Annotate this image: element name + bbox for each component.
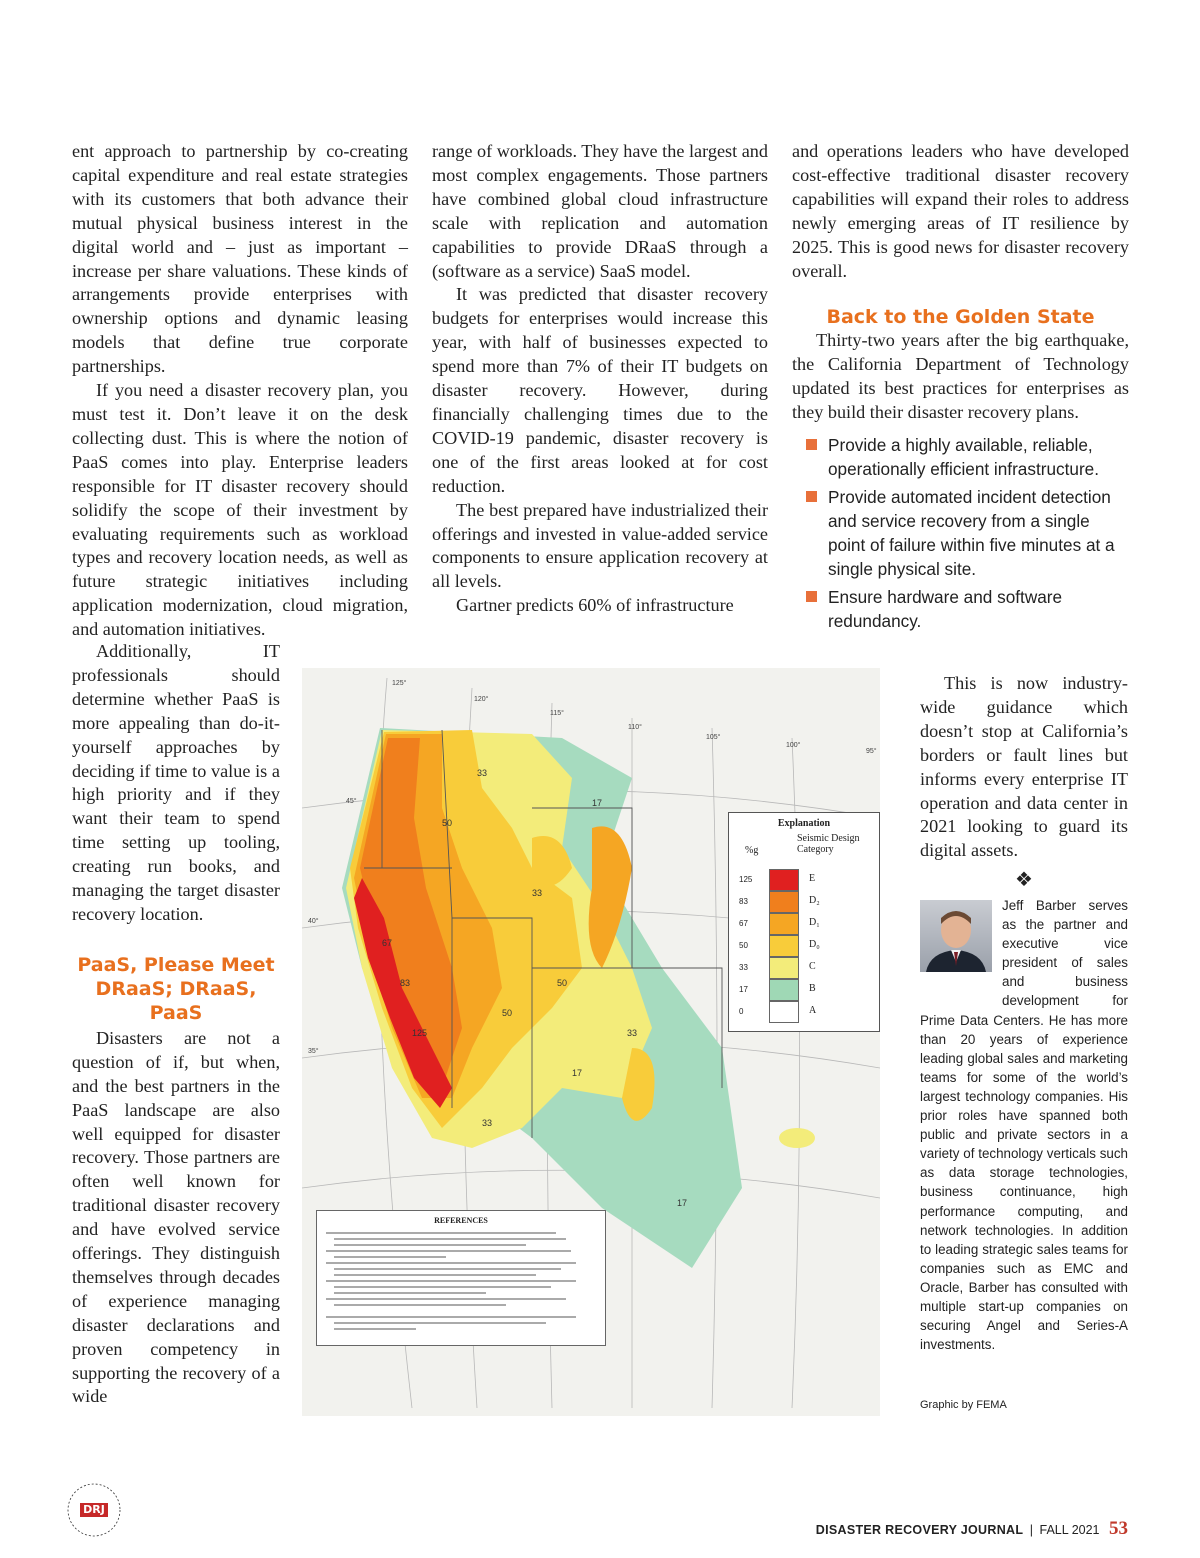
- contour-label: 50: [442, 818, 453, 828]
- legend-value: 0: [739, 1007, 744, 1016]
- legend-row: [729, 913, 879, 935]
- references-fine-print: [326, 1229, 596, 1339]
- bullet-square-icon: [806, 491, 817, 502]
- page-footer: [816, 1518, 1128, 1540]
- contour-label: 33: [477, 768, 488, 778]
- best-practices-list: [792, 433, 1129, 633]
- legend-percent-g: %g: [745, 845, 759, 856]
- longitude-label: 110°: [628, 724, 642, 731]
- col3-paragraph-2: Thirty-two years after the big earthquake, the California Department of Technology updated its best practices for enterprises as they build their disaster recovery plans.: [792, 330, 1129, 423]
- legend-row: [729, 935, 879, 957]
- legend-category: D₂: [809, 895, 820, 906]
- logo-text: DRJ: [83, 1503, 105, 1516]
- col2-paragraph-1: range of workloads. They have the largest and most complex engagements. Those partners have combined global cloud infrastructure scale with replication and automation capabilities to provide DRaaS through a (software as a service) SaaS model.: [432, 141, 768, 281]
- legend-swatch: [769, 891, 799, 913]
- footer-separator: |: [1029, 1523, 1034, 1537]
- col3-paragraph-3: This is now industry-wide guidance which doesn’t stop at California’s borders or fault lines but informs every enterprise IT operation and data center in 2021 looking to guard its digital assets.: [920, 673, 1128, 861]
- longitude-label: 100°: [786, 742, 801, 749]
- section-heading-paas: PaaS, Please Meet DRaaS; DRaaS, PaaS: [77, 953, 275, 1024]
- contour-label: 17: [572, 1068, 583, 1078]
- seismic-map: [302, 668, 880, 1416]
- contour-label: 125: [412, 1028, 428, 1038]
- latitude-label: 45°: [346, 798, 357, 805]
- legend-category: C: [809, 961, 816, 972]
- longitude-label: 115°: [550, 710, 564, 717]
- column-1: [72, 140, 408, 642]
- longitude-label: 95°: [866, 748, 877, 755]
- author-bio-text: Jeff Barber serves as the partner and executive vice president of sales and business development for Prime Data Centers. He has more than 20 years of experience leading global sales and marketing teams for some of the world’s largest technology companies. His prior roles have spanned both public and private sectors in a variety of technology verticals such as data storage technologies, business continuance, high performance computing, and network technologies. In addition to leading strategic sales teams for companies such as EMC and Oracle, Barber has consulted with multiple start-up companies on securing Angel and Series-A investments.: [920, 898, 1128, 1353]
- contour-label: 33: [482, 1118, 493, 1128]
- legend-row: [729, 891, 879, 913]
- col1-paragraph-3: Additionally, IT professionals should determine whether PaaS is more appealing than do-it-yourself approaches by deciding if time to value is a high priority and if they want their team to spend time setting up tooling, creating run books, and managing the target disaster recovery location.: [72, 641, 280, 924]
- latitude-label: 35°: [308, 1048, 319, 1055]
- author-bio: [920, 896, 1128, 1354]
- legend-category: D₀: [809, 939, 820, 950]
- legend-title: Explanation: [777, 818, 831, 829]
- legend-swatch: [769, 979, 799, 1001]
- col2-paragraph-3: The best prepared have industrialized their offerings and invested in value-added service components to ensure application recovery at all levels.: [432, 499, 768, 592]
- references-title: REFERENCES: [434, 1216, 488, 1225]
- section-heading-golden-state: Back to the Golden State: [826, 306, 1095, 329]
- references-box: [316, 1210, 606, 1346]
- contour-label: 83: [400, 978, 411, 988]
- contour-label: 50: [502, 1008, 513, 1018]
- legend-value: 125: [739, 875, 753, 884]
- section-divider: ❖: [1015, 869, 1033, 892]
- legend-value: 50: [739, 941, 748, 950]
- page-number: 53: [1109, 1518, 1128, 1539]
- list-item: Provide a highly available, reliable, operationally efficient infrastructure.: [792, 433, 1129, 481]
- legend-rows: [729, 869, 879, 1023]
- contour-label: 33: [532, 888, 543, 898]
- journal-name: DISASTER RECOVERY JOURNAL: [815, 1523, 1024, 1537]
- legend-row: [729, 1001, 879, 1023]
- contour-label: 17: [677, 1198, 688, 1208]
- col1-paragraph-1: ent approach to partnership by co-creating capital expenditure and real estate strategies with its customers that both advance their mutual physical business interest in the digital world and – just as important – increase per share valuations. These kinds of arrangements provide enterprises with ownership options and dynamic leasing models that define true corporate partnerships.: [72, 141, 408, 377]
- column-3: [792, 140, 1129, 637]
- legend-row: [729, 957, 879, 979]
- contour-label: 17: [592, 798, 603, 808]
- legend-category-heading: Seismic Design Category: [797, 833, 860, 855]
- legend-value: 33: [739, 963, 748, 972]
- legend-category: E: [809, 873, 816, 884]
- legend-swatch: [769, 913, 799, 935]
- map-legend: [728, 812, 880, 1032]
- issue-date: FALL 2021: [1039, 1523, 1100, 1537]
- legend-value: 17: [739, 985, 748, 994]
- legend-row: [729, 979, 879, 1001]
- col2-paragraph-2: It was predicted that disaster recovery budgets for enterprises would increase this year, with half of businesses expected to spend more than 7% of their IT budgets on disaster recovery. However, during financially challenging times due to the COVID-19 pandemic, disaster recovery is one of the first areas looked at for cost reduction.: [432, 284, 768, 496]
- column-2: [432, 140, 768, 618]
- legend-swatch: [769, 957, 799, 979]
- latitude-label: 40°: [308, 918, 319, 925]
- contour-label: 33: [627, 1028, 638, 1038]
- legend-value: 67: [739, 919, 748, 928]
- legend-category: B: [809, 983, 816, 994]
- legend-swatch: [769, 935, 799, 957]
- contour-label: 67: [382, 938, 393, 948]
- bullet-square-icon: [806, 439, 817, 450]
- col2-paragraph-4: Gartner predicts 60% of infrastructure: [456, 595, 734, 616]
- legend-value: 83: [739, 897, 748, 906]
- bullet-square-icon: [806, 591, 817, 602]
- list-item: Ensure hardware and software redundancy.: [792, 585, 1129, 633]
- legend-category: A: [809, 1005, 817, 1016]
- col3-paragraph-1: and operations leaders who have developed cost-effective traditional disaster recovery capabilities will expand their roles to address newly emerging areas of IT resilience by 2025. This is good news for disaster recovery overall.: [792, 141, 1129, 281]
- legend-row: [729, 869, 879, 891]
- list-item: Provide automated incident detection and service recovery from a single point of failure within five minutes at a single physical site.: [792, 485, 1129, 581]
- column-3-narrow: [920, 672, 1128, 893]
- longitude-label: 120°: [474, 696, 489, 703]
- legend-category: D₁: [809, 917, 820, 928]
- col1-paragraph-2: If you need a disaster recovery plan, you must test it. Don’t leave it on the desk collecting dust. This is where the notion of PaaS comes into play. Enterprise leaders responsible for IT disaster recovery should solidify the scope of their investment by evaluating requirements such as workload types and recovery location needs, as well as future strategic initiatives including application modernization, cloud migration, and automation initiatives.: [72, 380, 408, 640]
- column-1-narrow: [72, 640, 280, 1409]
- longitude-label: 105°: [706, 734, 721, 741]
- legend-swatch: [769, 1001, 799, 1023]
- longitude-label: 125°: [392, 680, 407, 687]
- publisher-logo: [62, 1478, 126, 1542]
- contour-label: 50: [557, 978, 568, 988]
- col1-paragraph-4: Disasters are not a question of if, but when, and the best partners in the PaaS landscape are also well equipped for disaster recovery. Those partners are often well known for traditional disaster recovery and have evolved service offerings. They distinguish themselves through decades of experience managing disaster declarations and proven competency in supporting the recovery of a wide: [72, 1027, 280, 1407]
- legend-swatch: [769, 869, 799, 891]
- graphic-credit: Graphic by FEMA: [920, 1399, 1007, 1411]
